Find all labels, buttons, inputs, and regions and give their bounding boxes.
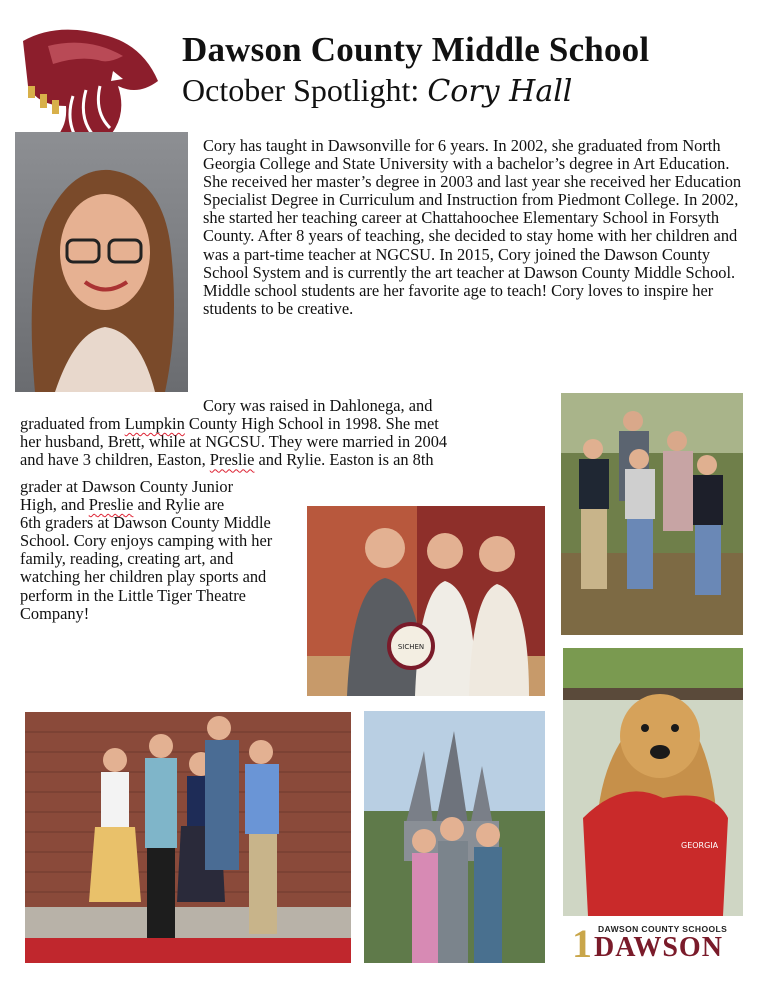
subtitle-prefix: October Spotlight:: [182, 72, 420, 108]
logo-line2: DAWSON: [594, 932, 723, 963]
bio-paragraph-2-bottom: [20, 478, 296, 623]
bio-line: Cory was raised in Dahlonega, and: [203, 396, 433, 415]
family-brick-photo: [25, 712, 351, 963]
bio-line: graduated from Lumpkin County High School in 1998. She met: [20, 414, 439, 434]
bio-paragraph-1: Cory has taught in Dawsonville for 6 years. In 2002, she graduated from North Georgia College and State University with a bachelor’s degree in Art Education. She received her master’s degree in 2003 and last year she received her Education Specialist Degree in Curriculum and Instruction from Piedmont College. In 2002, she started her teaching career at Chattahoochee Elementary School in Forsyth County. After 8 years of teaching, she decided to stay home with her children and was a part-time teacher at NGCSU. In 2015, Cory joined the Dawson County School System and is currently the art teacher at Dawson County Middle School. Middle school students are her favorite age to teach! Cory loves to inspire her students to be creative.: [203, 136, 742, 318]
dawson-county-schools-logo: [572, 922, 742, 964]
portrait-photo: [15, 132, 188, 392]
page-subtitle: [182, 72, 572, 109]
bio-line: grader at Dawson County Junior: [20, 477, 234, 496]
bio-paragraph-2-top: [20, 397, 540, 469]
ball-text: SICHEN: [397, 643, 425, 651]
dog-photo: [563, 648, 743, 916]
family-outdoor-photo: [561, 393, 743, 635]
logo-numeral: 1: [572, 921, 592, 966]
bio-line: High, and Preslie and Rylie are: [20, 495, 225, 515]
page-title: Dawson County Middle School: [182, 30, 650, 69]
dog-shirt-text: GEORGIA: [681, 841, 719, 850]
logo-line1: DAWSON COUNTY SCHOOLS: [598, 924, 728, 934]
spotlight-name: Cory Hall: [427, 74, 573, 109]
bio-line: 6th graders at Dawson County Middle School. Cory enjoys camping with her family, reading, creating art, and watching her children play sports and perform in the Little Tiger Theatre Company!: [20, 513, 273, 623]
volleyball-photo: [307, 506, 545, 696]
bio-line: and have 3 children, Easton, Preslie and Rylie. Easton is an 8th: [20, 450, 434, 470]
bio-line: her husband, Brett, while at NGCSU. They were married in 2004: [20, 432, 448, 452]
castle-photo: [364, 711, 545, 963]
